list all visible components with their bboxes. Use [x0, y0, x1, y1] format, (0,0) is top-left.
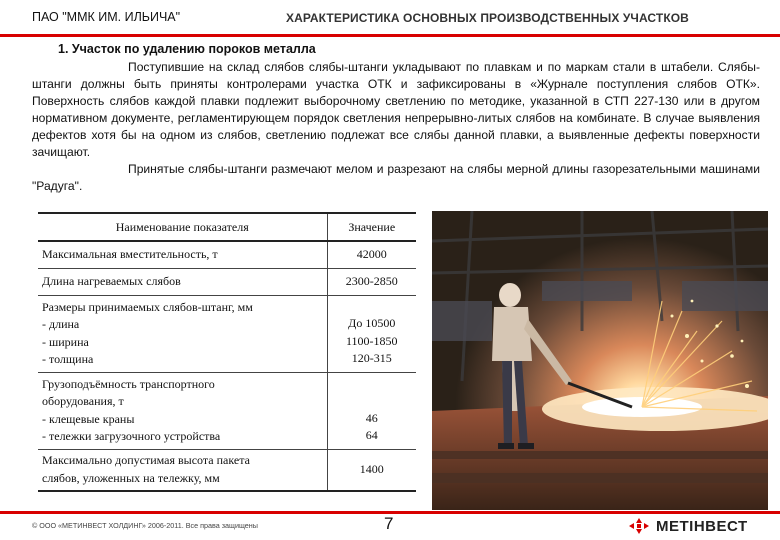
- logo-text: МЕТІНВЕСТ: [656, 517, 748, 535]
- page-number: 7: [384, 514, 394, 533]
- row-name: Максимально допустимая высота пакета слябов, уложенных на тележку, мм: [38, 449, 327, 491]
- copyright-text: © ООО «МЕТИНВЕСТ ХОЛДИНГ» 2006-2011. Все права защищены: [32, 521, 258, 530]
- metinvest-logo-icon: [628, 517, 650, 535]
- table-row: [38, 295, 416, 372]
- row-name: Грузоподъёмность транспортного оборудования, т - клещевые краны - тележки загрузочного устройства: [38, 372, 327, 449]
- row-name: Длина нагреваемых слябов: [38, 268, 327, 295]
- section-title: 1. Участок по удалению пороков металла: [58, 42, 316, 56]
- table-row: [38, 241, 416, 268]
- row-value: 42000: [327, 241, 416, 268]
- header: [0, 0, 780, 36]
- table-row: [38, 268, 416, 295]
- header-cell-name: Наименование показателя: [38, 213, 327, 241]
- company-logo: [628, 517, 748, 535]
- specs-table: [38, 212, 416, 492]
- header-cell-value: Значение: [327, 213, 416, 241]
- page-title: ХАРАКТЕРИСТИКА ОСНОВНЫХ ПРОИЗВОДСТВЕННЫХ УЧАСТКОВ: [286, 11, 689, 25]
- workshop-photo: [432, 211, 768, 510]
- company-name: ПАО "ММК ИМ. ИЛЬИЧА": [32, 10, 181, 24]
- steel-cutting-scene: [432, 211, 768, 510]
- table-header-row: [38, 213, 416, 241]
- header-divider: [0, 34, 780, 37]
- row-value: 1400: [327, 449, 416, 491]
- row-value: До 10500 1100-1850 120-315: [327, 295, 416, 372]
- row-name: Максимальная вместительность, т: [38, 241, 327, 268]
- table-row: [38, 372, 416, 449]
- row-value: 46 64: [327, 372, 416, 449]
- table-row: [38, 449, 416, 491]
- row-value: 2300-2850: [327, 268, 416, 295]
- row-name: Размеры принимаемых слябов-штанг, мм - длина - ширина - толщина: [38, 295, 327, 372]
- paragraph-2: Принятые слябы-штанги размечают мелом и разрезают на слябы мерной длины газорезательными машинами "Радуга".: [32, 162, 760, 193]
- body-text: [32, 59, 760, 195]
- paragraph-1: Поступившие на склад слябов слябы-штанги укладывают по плавкам и по маркам стали в штабели. Слябы-штанги должны быть приняты контролерами участка ОТК и зафиксированы в «Журнале поступления слябов ОТК». Поверхность слябов каждой плавки подлежит выборочному светлению по методике, указанной в СТП 227-130 или в другом нормативном документе, регламентирующем порядок светления непрерывно-литых слябов на комбинате. В случае выявления дефектов хотя бы на одном из слябов, светлению подлежат все слябы данной плавки, а выявленные дефекты поверхности зачищают.: [32, 60, 760, 159]
